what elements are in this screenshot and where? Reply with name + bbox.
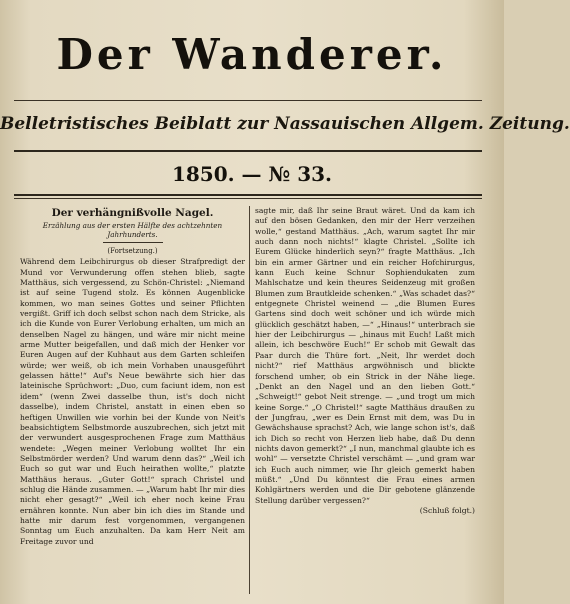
issue-rule-top [14, 150, 482, 152]
issue-rule-bottom-thin [14, 198, 482, 199]
issue-number: 1850. — № 33. [171, 162, 333, 186]
left-column [20, 206, 245, 596]
article-rule [103, 242, 163, 243]
masthead-subtitle: Belletristisches Beiblatt zur Nassauischen Allgem. Zeitung. [0, 114, 570, 134]
article-subtitle: Erzählung aus der ersten Hälfte des achtzehnten Jahrhunderts. [42, 221, 223, 239]
continuation-note: (Fortsetzung.) [107, 247, 158, 255]
issue-rule-bottom [14, 194, 482, 196]
to-be-continued-note: (Schluß folgt.) [419, 505, 475, 515]
right-column [255, 206, 475, 596]
article-title: Der verhängnißvolle Nagel. [51, 207, 214, 219]
left-column-text: Während dem Leibchirurgus ob dieser Strafpredigt der Mund vor Verwunderung offen stehen blieb, sagte Matthäus, sich vergessend, zu Schön-Christel: „Niemand ist auf seine Tugend stolz. Es können Augenblicke kommen, wo man seines Gottes und seiner Pflichten vergißt. Griff ich doch selbst schon nach dem Stricke, als ich die Kunde von Eurer Verlobung erhalten, um mich an denselben Nagel zu hängen, und wäre mir nicht meine arme Mutter beigefallen, und daß mich der Henker vor Euren Augen auf der Kuhhaut aus dem Garten schleifen würde; wer weiß, ob ich mein Vorhaben unausgeführt gelassen hätte!“ Auf's Neue bewährte sich hier das lateinische Sprüchwort: „Duo, cum faciunt idem, non est idem“ (wenn Zwei dasselbe thun, ist's doch nicht dasselbe), indem Christel, anstatt in einen eben so heftigen Unwillen wie vorhin bei der Kunde von Neit's beabsichtigtem Selbstmorde auszubrechen, sich jetzt mit der verwundert ausgesprochenen Frage zum Matthäus wendete: „Wegen meiner Verlobung wolltet Ihr ein Selbstmörder werden? Und warum denn das?“ „Weil ich Euch so gut war und Euch heirathen wollte,“ platzte Matthäus heraus. „Guter Gott!“ sprach Christel und schlug die Hände zusammen. — „Warum habt Ihr mir dies nicht eher gesagt?“ „Weil ich eher noch keine Frau ernähren konnte. Nun aber bin ich dies im Stande und hatte mir darum fest vorgenommen, vergangenen Sonntag um Euch anzuhalten. Da kam Herr Neit am Freitage zuvor und [20, 257, 245, 546]
column-divider [249, 206, 250, 594]
masthead-title: Der Wanderer. [56, 30, 448, 79]
masthead-rule [14, 100, 482, 101]
right-column-text: sagte mir, daß Ihr seine Braut wäret. Und da kam ich auf den bösen Gedanken, den mir der Herr verzeihen wolle,“ gestand Matthäus. „Ach, warum sagtet Ihr mir auch dann noch nichts!“ klagte Christel. „Sollte ich Eurem Glücke hinderlich seyn?“ fragte Matthäus. „Ich bin ein armer Gärtner und ein reicher Hofchirurgus, kann Euch keine Schnur Sophiendukaten zum Mahlschatze und kein theures Seidenzeug mit großen Blumen zum Brautkleide schenken.“ „Was schadet das?“ entgegnete Christel weinend — „die Blumen Eures Gartens sind doch weit schöner und ich würde mich glücklich geschätzt haben, —“ „Hinaus!“ unterbrach sie hier der Leibchirurgus — „hinaus mit Euch! Laßt mich allein, ich beschwöre Euch!“ Er schob mit Gewalt das Paar durch die Thüre fort. „Neit, Ihr werdet doch nicht?“ rief Matthäus argwöhnisch und blickte forschend umher, ob ein Strick in der Nähe liege. „Denkt an den Nagel und an den lieben Gott.“ „Schweigt!“ gebot Neit strenge. — „und trogt um mich keine Sorge.“ „O Christel!“ sagte Matthäus draußen zu der Jungfrau, „wer es Dein Ernst mit dem, was Du in Gewächshause sprachst? Ach, wie lange schon ist's, daß ich Dich so recht von Herzen lieb habe, daß Du denn nichts davon gemerkt?“ „I nun, manchmal glaubte ich es wohl“ — versetzte Christel verschämt — „und gram war ich Euch auch nimmer, wie Ihr gleich gemerkt haben müßt.“ „Und Du könntest die Frau eines armen Kohlgärtners werden und die Dir gebotene glänzende Stellung darüber vergessen?“ [255, 206, 475, 505]
